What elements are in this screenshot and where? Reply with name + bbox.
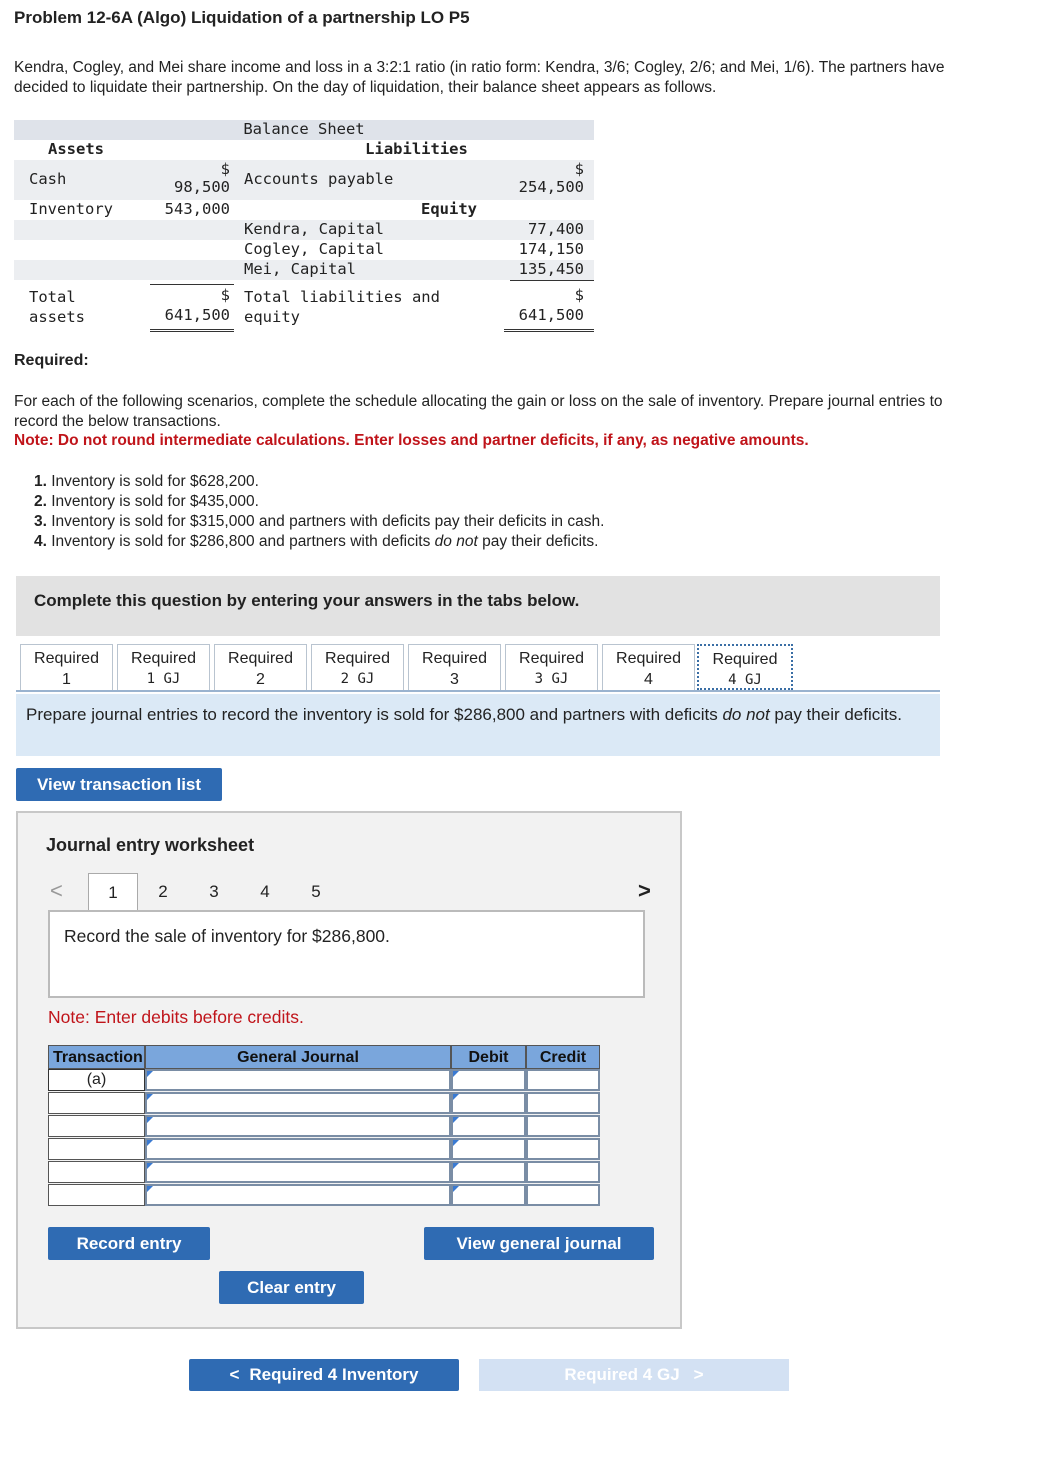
intro-text: Kendra, Cogley, and Mei share income and loss in a 3:2:1 ratio (in ratio form: Kendra, 3/6; Cogley, 2/6; and Mei, 1/6). The partners have decided to liquidate their partnership. On the day of liquidation, their balance sheet appears as follows. <box>14 59 945 96</box>
entry-description: Record the sale of inventory for $286,800. <box>48 910 645 998</box>
account-input[interactable] <box>145 1184 451 1206</box>
account-input[interactable] <box>145 1092 451 1114</box>
debit-input[interactable] <box>451 1092 526 1114</box>
total-liabilities-equity-label: Total liabilities and equity <box>244 288 440 326</box>
scenario-item: 4. Inventory is sold for $286,800 and partners with deficits do not pay their deficits. <box>34 533 599 550</box>
credit-input[interactable] <box>526 1069 600 1091</box>
account-input[interactable] <box>145 1161 451 1183</box>
debit-input[interactable] <box>451 1138 526 1160</box>
page-1[interactable]: 1 <box>88 873 138 911</box>
cash-label: Cash <box>29 170 67 188</box>
tab-required-1[interactable]: Required 1 <box>20 644 113 690</box>
tab-bar <box>16 644 940 692</box>
equity-header: Equity <box>421 200 477 218</box>
debit-input[interactable] <box>451 1184 526 1206</box>
page-3[interactable]: 3 <box>209 882 219 901</box>
inventory-label: Inventory <box>29 200 113 218</box>
total-le-dollar: $ <box>574 286 584 304</box>
assets-header: Assets <box>48 140 104 158</box>
total-liabilities-equity-value: 641,500 <box>504 306 594 332</box>
column-credit: Credit <box>526 1045 600 1069</box>
chevron-left-icon: < <box>229 1365 240 1384</box>
view-transaction-list-button[interactable]: View transaction list <box>16 768 222 801</box>
credit-input[interactable] <box>526 1115 600 1137</box>
tab-required-2[interactable]: Required 2 <box>214 644 307 690</box>
journal-entry-worksheet <box>16 811 682 1329</box>
prev-page-icon[interactable]: < <box>50 878 63 903</box>
record-entry-button[interactable]: Record entry <box>48 1227 210 1260</box>
account-input[interactable] <box>145 1138 451 1160</box>
tab-required-1-gj[interactable]: Required 1 GJ <box>117 644 210 690</box>
worksheet-title: Journal entry worksheet <box>46 835 255 855</box>
chevron-right-icon: > <box>693 1365 704 1384</box>
cogley-capital-value: 174,150 <box>518 240 584 258</box>
tab-instruction: Prepare journal entries to record the inventory is sold for $286,800 and partners with deficits do not pay their deficits. <box>16 694 940 756</box>
kendra-capital-label: Kendra, Capital <box>244 220 384 238</box>
credit-input[interactable] <box>526 1138 600 1160</box>
balance-sheet-title: Balance Sheet <box>243 120 365 138</box>
transaction-cell <box>48 1115 145 1137</box>
column-general-journal: General Journal <box>145 1045 451 1069</box>
ap-dollar: $ <box>574 160 584 178</box>
accounts-payable-label: Accounts payable <box>244 170 394 188</box>
transaction-cell: (a) <box>48 1069 145 1091</box>
debit-input[interactable] <box>451 1115 526 1137</box>
tab-required-3[interactable]: Required 3 <box>408 644 501 690</box>
tab-required-4-gj[interactable]: Required 4 GJ <box>697 644 793 690</box>
page-5[interactable]: 5 <box>311 882 321 901</box>
kendra-capital-value: 77,400 <box>528 220 584 238</box>
accounts-payable-value: 254,500 <box>518 178 584 196</box>
transaction-cell <box>48 1092 145 1114</box>
inventory-value: 543,000 <box>164 200 230 218</box>
clear-entry-button[interactable]: Clear entry <box>219 1271 364 1304</box>
complete-banner: Complete this question by entering your answers in the tabs below. <box>16 576 940 636</box>
debit-input[interactable] <box>451 1069 526 1091</box>
scenario-item: 1. Inventory is sold for $628,200. <box>34 473 259 490</box>
tab-required-4[interactable]: Required 4 <box>602 644 695 690</box>
required-note: Note: Do not round intermediate calculations. Enter losses and partner deficits, if any, as negative amounts. <box>14 432 809 449</box>
page-4[interactable]: 4 <box>260 882 270 901</box>
next-page-icon[interactable]: > <box>638 878 651 903</box>
account-input[interactable] <box>145 1069 451 1091</box>
column-debit: Debit <box>451 1045 526 1069</box>
debits-credits-note: Note: Enter debits before credits. <box>48 1007 304 1027</box>
total-assets-value: 641,500 <box>150 306 234 332</box>
tab-required-3-gj[interactable]: Required 3 GJ <box>505 644 598 690</box>
scenario-item: 3. Inventory is sold for $315,000 and partners with deficits pay their deficits in cash. <box>34 513 605 530</box>
page-2[interactable]: 2 <box>158 882 168 901</box>
cash-value: 98,500 <box>174 178 230 196</box>
liabilities-header: Liabilities <box>365 140 468 158</box>
tab-required-2-gj[interactable]: Required 2 GJ <box>311 644 404 690</box>
column-transaction: Transaction <box>48 1045 145 1069</box>
required-heading: Required: <box>14 352 89 369</box>
problem-title: Problem 12-6A (Algo) Liquidation of a partnership LO P5 <box>14 8 470 27</box>
worksheet-pager <box>48 873 658 913</box>
cash-dollar: $ <box>220 160 230 178</box>
transaction-cell <box>48 1184 145 1206</box>
scenario-list <box>34 472 604 552</box>
mei-capital-label: Mei, Capital <box>244 260 356 278</box>
debit-input[interactable] <box>451 1161 526 1183</box>
view-general-journal-button[interactable]: View general journal <box>424 1227 654 1260</box>
mei-capital-value: 135,450 <box>518 260 584 278</box>
prev-tab-button[interactable]: < Required 4 Inventory <box>189 1359 459 1391</box>
credit-input[interactable] <box>526 1092 600 1114</box>
credit-input[interactable] <box>526 1184 600 1206</box>
total-assets-label: Total assets <box>29 288 85 326</box>
required-text: For each of the following scenarios, complete the schedule allocating the gain or loss on the sale of inventory. Prepare journal entries to record the below transactions. <box>14 393 943 430</box>
cogley-capital-label: Cogley, Capital <box>244 240 384 258</box>
credit-input[interactable] <box>526 1161 600 1183</box>
total-assets-dollar: $ <box>220 286 230 304</box>
scenario-item: 2. Inventory is sold for $435,000. <box>34 493 259 510</box>
next-tab-button[interactable]: Required 4 GJ > <box>479 1359 789 1391</box>
transaction-cell <box>48 1138 145 1160</box>
account-input[interactable] <box>145 1115 451 1137</box>
transaction-cell <box>48 1161 145 1183</box>
